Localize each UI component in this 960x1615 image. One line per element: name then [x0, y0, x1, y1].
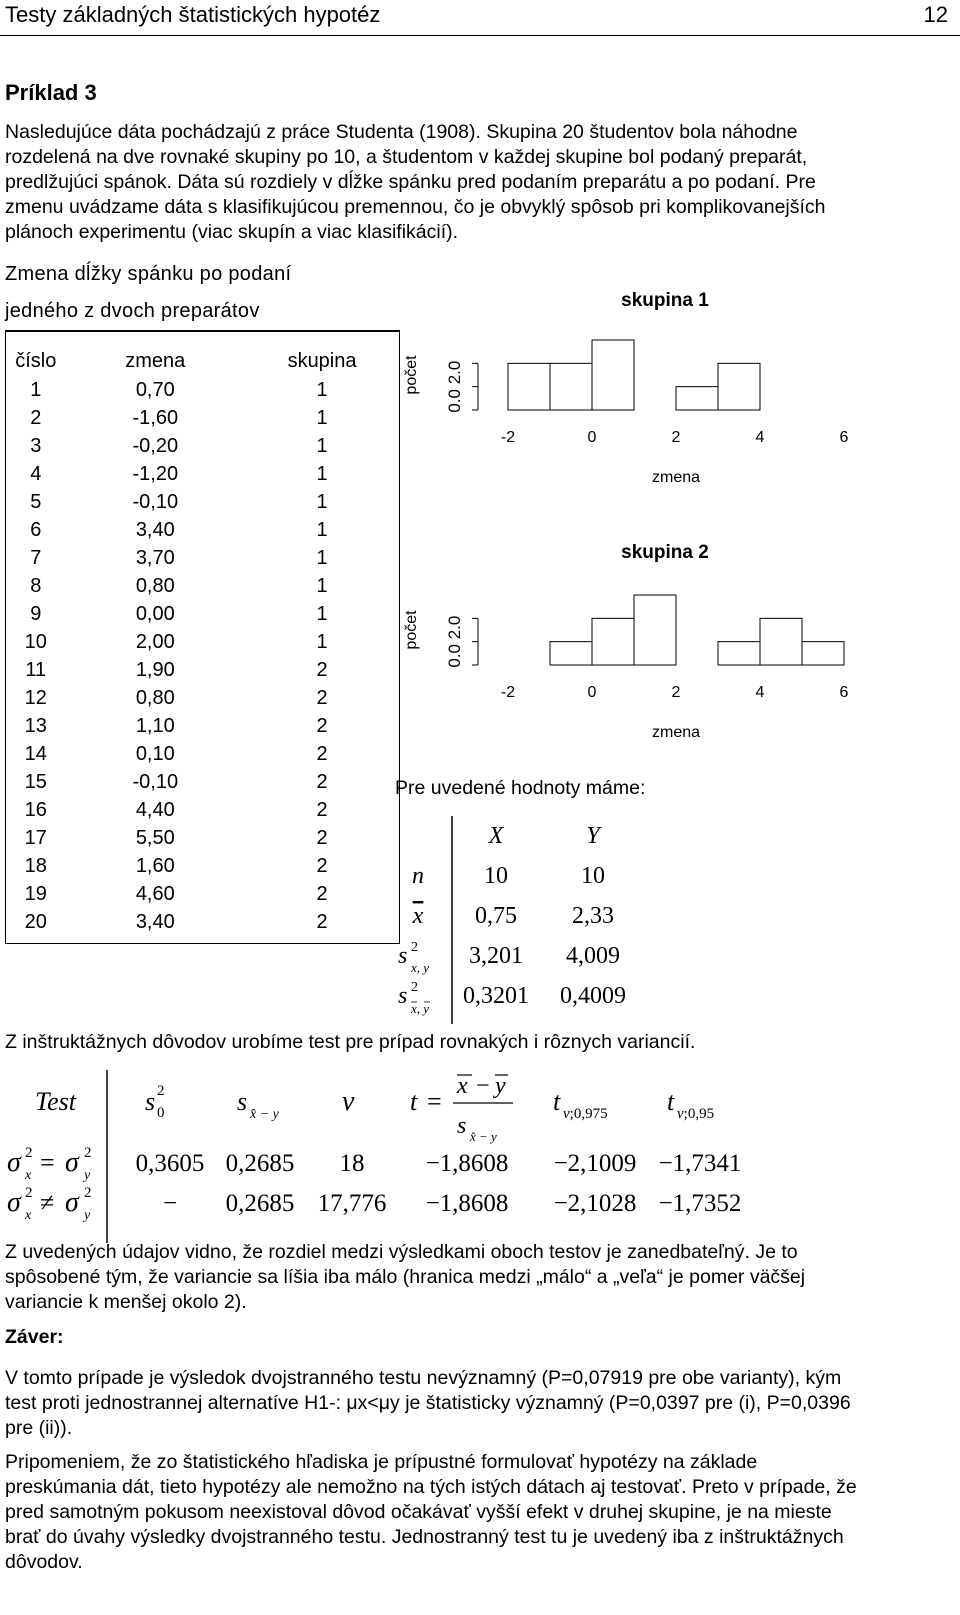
- test-cell: 18: [339, 1150, 365, 1177]
- row-number: 9: [30, 602, 42, 625]
- row-group: 2: [316, 826, 328, 849]
- table-row: [6, 460, 399, 488]
- y-tick-labels: 0.0 2.0: [445, 360, 464, 413]
- text-line: variancie k menšej okolo 2).: [5, 1291, 247, 1313]
- row-change: -0,10: [132, 490, 179, 513]
- svg-text:x, y: x, y: [411, 1001, 430, 1016]
- row-change: 2,00: [135, 630, 175, 653]
- row-change: 1,60: [135, 854, 175, 877]
- svg-text:t: t: [667, 1087, 675, 1116]
- histogram-bar: [760, 618, 802, 665]
- test-cell: 0,2685: [225, 1150, 295, 1177]
- table-row: [6, 376, 399, 404]
- table-title-line: Zmena dĺžky spánku po podaní: [5, 263, 292, 285]
- svg-text:=: =: [427, 1087, 442, 1116]
- test-cell: 0,2685: [225, 1190, 295, 1217]
- row-change: -0,10: [132, 770, 179, 793]
- x-tick-label: 2: [671, 684, 681, 701]
- x-tick-label: 2: [671, 429, 681, 446]
- histogram-bar: [634, 595, 676, 665]
- x-tick-label: 6: [839, 684, 849, 701]
- row-number: 10: [24, 630, 47, 653]
- intro-paragraph: [5, 120, 955, 245]
- x-tick-label: 0: [587, 429, 597, 446]
- row-number: 19: [24, 882, 47, 905]
- table-row: [6, 572, 399, 600]
- histogram-bar: [718, 363, 760, 410]
- table-row: [6, 488, 399, 516]
- text-line: dôvodov.: [5, 1551, 83, 1573]
- stats-label-variance: [398, 940, 429, 975]
- svg-text:ν;0,975: ν;0,975: [563, 1106, 608, 1122]
- text-line: Nasledujúce dáta pochádzajú z práce Studenta (1908). Skupina 20 študentov bola náhodne: [5, 121, 798, 143]
- stats-value: 0,4009: [560, 983, 626, 1009]
- text-line: pred samotným pokusom neexistoval dôvod očakávať vyšší efekt v druhej skupine, je na mieste: [5, 1501, 832, 1523]
- test-header-t975: [553, 1087, 608, 1122]
- x-tick-label: 4: [755, 429, 765, 446]
- histogram-group-1: [403, 340, 849, 486]
- histogram-bar: [592, 340, 634, 410]
- x-axis-label: zmena: [651, 469, 701, 486]
- svg-text:x: x: [25, 1208, 32, 1223]
- row-group: 2: [316, 798, 328, 821]
- stats-label-n: n: [412, 863, 424, 889]
- row-number: 13: [24, 714, 47, 737]
- text-line: pre (ii)).: [5, 1417, 73, 1439]
- stats-value: 10: [484, 863, 508, 889]
- row-number: 6: [30, 518, 42, 541]
- didactic-note: Z inštruktážnych dôvodov urobíme test pre prípad rovnakých i rôznych variancií.: [5, 1031, 696, 1053]
- test-cell: −2,1028: [553, 1190, 637, 1217]
- svg-text:y: y: [84, 1168, 91, 1183]
- table-title-line: jedného z dvoch preparátov: [5, 300, 260, 322]
- row-change: 0,10: [135, 742, 175, 765]
- table-row: [6, 432, 399, 460]
- histogram-group-2: [403, 595, 849, 741]
- table-row: [6, 768, 399, 796]
- page-number: 12: [923, 2, 948, 27]
- svg-text:2: 2: [25, 1145, 33, 1161]
- row-group: 1: [316, 378, 328, 401]
- x-tick-label: 0: [587, 684, 597, 701]
- test-cell: −1,8608: [425, 1190, 509, 1217]
- histogram-bar: [718, 642, 760, 665]
- test-cell: −: [162, 1190, 178, 1217]
- stats-table: [390, 810, 670, 1025]
- svg-text:2: 2: [157, 1083, 165, 1099]
- x-tick-label: 6: [839, 429, 849, 446]
- row-change: 0,70: [135, 378, 175, 401]
- row-number: 1: [30, 378, 42, 401]
- svg-text:2: 2: [411, 940, 418, 955]
- row-group: 2: [316, 714, 328, 737]
- stats-label-mean: x: [412, 903, 424, 929]
- y-tick-labels: 0.0 2.0: [445, 615, 464, 668]
- svg-text:2: 2: [84, 1185, 92, 1201]
- svg-text:s: s: [457, 1113, 467, 1139]
- text-line: Pripomeniem, že zo štatistického hľadiska je prípustné formulovať hypotézy na základe: [5, 1451, 758, 1473]
- chart-title-2: skupina 2: [621, 542, 709, 563]
- table-row: [6, 628, 399, 656]
- histogram-bar: [508, 363, 550, 410]
- row-change: 0,80: [135, 574, 175, 597]
- table-row: [6, 908, 399, 936]
- test-header-test: Test: [35, 1087, 76, 1116]
- test-row-unequal-label: [7, 1185, 92, 1223]
- svg-text:s: s: [145, 1087, 156, 1116]
- test-header-t: [410, 1073, 513, 1144]
- col-header-number: číslo: [15, 349, 57, 372]
- table-row: [6, 740, 399, 768]
- svg-text:2: 2: [411, 980, 418, 995]
- svg-text:s: s: [237, 1087, 248, 1116]
- histogram-bar: [550, 363, 592, 410]
- stats-intro: Pre uvedené hodnoty máme:: [395, 777, 646, 799]
- row-group: 1: [316, 518, 328, 541]
- stats-col-x: X: [488, 823, 504, 849]
- svg-text:2: 2: [25, 1185, 33, 1201]
- x-tick-label: 4: [755, 684, 765, 701]
- svg-text:σ: σ: [7, 1147, 21, 1178]
- row-number: 3: [30, 434, 42, 457]
- svg-text:x̂ − y: x̂ − y: [470, 1129, 497, 1144]
- svg-text:y: y: [495, 1073, 506, 1099]
- test-cell: −1,8608: [425, 1150, 509, 1177]
- svg-text:y: y: [84, 1208, 91, 1223]
- row-change: 0,00: [135, 602, 175, 625]
- test-header-sdiff: [237, 1087, 280, 1122]
- chart-title-1: skupina 1: [621, 290, 709, 311]
- stats-col-y: Y: [586, 823, 600, 849]
- col-header-change: zmena: [125, 349, 186, 372]
- row-number: 12: [24, 686, 47, 709]
- text-line: predlžujúci spánok. Dáta sú rozdiely v dĺžke spánku pred podaním preparátu a po podaní. Pre: [5, 171, 816, 193]
- svg-text:σ: σ: [65, 1147, 79, 1178]
- stats-value: 2,33: [572, 903, 614, 929]
- histogram-bar: [592, 618, 634, 665]
- row-number: 16: [24, 798, 47, 821]
- row-number: 4: [30, 462, 42, 485]
- row-number: 8: [30, 574, 42, 597]
- page-header: [0, 0, 960, 36]
- row-change: -1,20: [132, 462, 179, 485]
- svg-text:x: x: [25, 1168, 32, 1183]
- svg-text:x̂ − y: x̂ − y: [250, 1107, 279, 1122]
- svg-text:t: t: [553, 1087, 561, 1116]
- discussion-paragraph: [5, 1240, 955, 1315]
- svg-text:−: −: [476, 1073, 490, 1099]
- row-group: 2: [316, 854, 328, 877]
- row-number: 15: [24, 770, 47, 793]
- stats-value: 0,75: [475, 903, 517, 929]
- text-line: V tomto prípade je výsledok dvojstranného testu nevýznamný (P=0,07919 pre obe varianty), kým: [5, 1367, 842, 1389]
- histogram-bar: [802, 642, 844, 665]
- svg-text:≠: ≠: [40, 1188, 55, 1217]
- row-group: 1: [316, 462, 328, 485]
- col-header-group: skupina: [287, 349, 357, 372]
- table-row: [6, 712, 399, 740]
- svg-text:0: 0: [157, 1105, 165, 1121]
- row-number: 17: [24, 826, 47, 849]
- row-number: 2: [30, 406, 42, 429]
- svg-text:=: =: [40, 1148, 55, 1177]
- row-group: 1: [316, 602, 328, 625]
- test-row-equal-label: [7, 1145, 92, 1183]
- text-line: test proti jednostrannej alternatíve H1-: μx<μy je štatisticky významný (P=0,0397 pre (i), P=0,0396: [5, 1392, 851, 1414]
- table-row: [6, 796, 399, 824]
- row-number: 20: [24, 910, 47, 933]
- conclusion-paragraph: [5, 1366, 955, 1441]
- row-number: 14: [24, 742, 47, 765]
- row-change: 0,80: [135, 686, 175, 709]
- row-group: 1: [316, 434, 328, 457]
- test-header-nu: ν: [342, 1086, 355, 1117]
- test-cell: 17,776: [317, 1190, 387, 1217]
- table-row: [6, 852, 399, 880]
- row-change: 5,50: [135, 826, 175, 849]
- test-cell: −1,7341: [658, 1150, 742, 1177]
- row-group: 1: [316, 546, 328, 569]
- svg-text:s: s: [398, 983, 408, 1009]
- x-tick-label: -2: [500, 684, 516, 701]
- histogram-bar: [550, 642, 592, 665]
- row-change: 3,70: [135, 546, 175, 569]
- text-line: spôsobené tým, že variancie sa líšia iba málo (hranica medzi „málo“ a „veľa“ je pomer väčšej: [5, 1266, 806, 1288]
- text-line: preskúmania dát, tieto hypotézy ale nemožno na tých istých dátach aj testovať. Preto v prípade, že: [5, 1476, 857, 1498]
- test-header-t95: [667, 1087, 714, 1122]
- svg-text:σ: σ: [65, 1187, 79, 1218]
- row-group: 2: [316, 770, 328, 793]
- row-number: 5: [30, 490, 42, 513]
- row-change: 3,40: [135, 518, 175, 541]
- svg-text:x: x: [457, 1073, 468, 1099]
- test-header-s0: [145, 1083, 165, 1121]
- svg-text:ν;0,95: ν;0,95: [677, 1106, 715, 1122]
- y-axis-label: počet: [403, 355, 420, 395]
- row-change: 1,90: [135, 658, 175, 681]
- stats-value: 4,009: [566, 943, 620, 969]
- test-cell: −1,7352: [658, 1190, 742, 1217]
- histogram-bar: [676, 387, 718, 410]
- table-row: [6, 656, 399, 684]
- row-number: 11: [25, 658, 47, 681]
- table-header-row: [6, 346, 399, 376]
- row-group: 1: [316, 490, 328, 513]
- svg-text:x, y: x, y: [411, 960, 430, 975]
- table-row: [6, 516, 399, 544]
- table-row: [6, 824, 399, 852]
- row-group: 1: [316, 406, 328, 429]
- data-table-title: [5, 256, 400, 330]
- test-cell: 0,3605: [135, 1150, 205, 1177]
- text-line: brať do úvahy výsledky dvojstranného testu. Jednostranný test tu je uvedený iba z inštruktážnych: [5, 1526, 844, 1548]
- text-line: plánoch experimentu (viac skupín a viac klasifikácií).: [5, 221, 459, 243]
- test-cell: −2,1009: [553, 1150, 637, 1177]
- row-change: -1,60: [132, 406, 179, 429]
- row-change: 3,40: [135, 910, 175, 933]
- row-number: 18: [24, 854, 47, 877]
- table-row: [6, 544, 399, 572]
- running-title: Testy základných štatistických hypotéz: [5, 2, 381, 27]
- row-change: 4,60: [135, 882, 175, 905]
- svg-text:s: s: [398, 943, 408, 969]
- row-change: 4,40: [135, 798, 175, 821]
- remark-paragraph: [5, 1450, 955, 1575]
- example-title: Príklad 3: [5, 80, 97, 105]
- svg-text:t: t: [410, 1087, 418, 1116]
- svg-text:σ: σ: [7, 1187, 21, 1218]
- x-axis-label: zmena: [651, 724, 701, 741]
- row-group: 1: [316, 630, 328, 653]
- table-row: [6, 404, 399, 432]
- y-axis-label: počet: [403, 610, 420, 650]
- row-number: 7: [30, 546, 42, 569]
- row-group: 2: [316, 882, 328, 905]
- stats-value: 3,201: [469, 943, 523, 969]
- text-line: zmenu uvádzame dáta s klasifikujúcou premennou, čo je obvyklý spôsob pri komplikovanejších: [5, 196, 826, 218]
- row-group: 2: [316, 742, 328, 765]
- conclusion-title: Záver:: [5, 1326, 64, 1348]
- stats-value: 0,3201: [463, 983, 529, 1009]
- row-group: 2: [316, 658, 328, 681]
- row-change: 1,10: [135, 714, 175, 737]
- table-row: [6, 880, 399, 908]
- test-table: [5, 1065, 955, 1245]
- data-table: [5, 330, 400, 944]
- table-row: [6, 600, 399, 628]
- table-row: [6, 684, 399, 712]
- row-group: 1: [316, 574, 328, 597]
- row-group: 2: [316, 910, 328, 933]
- stats-value: 10: [581, 863, 605, 889]
- row-group: 2: [316, 686, 328, 709]
- x-tick-label: -2: [500, 429, 516, 446]
- row-change: -0,20: [132, 434, 179, 457]
- text-line: rozdelená na dve rovnaké skupiny po 10, a študentom v každej skupine bol podaný preparát,: [5, 146, 808, 168]
- svg-text:2: 2: [84, 1145, 92, 1161]
- text-line: Z uvedených údajov vidno, že rozdiel medzi výsledkami oboch testov je zanedbateľný. Je to: [5, 1241, 798, 1263]
- stats-label-mean-variance: [398, 980, 430, 1016]
